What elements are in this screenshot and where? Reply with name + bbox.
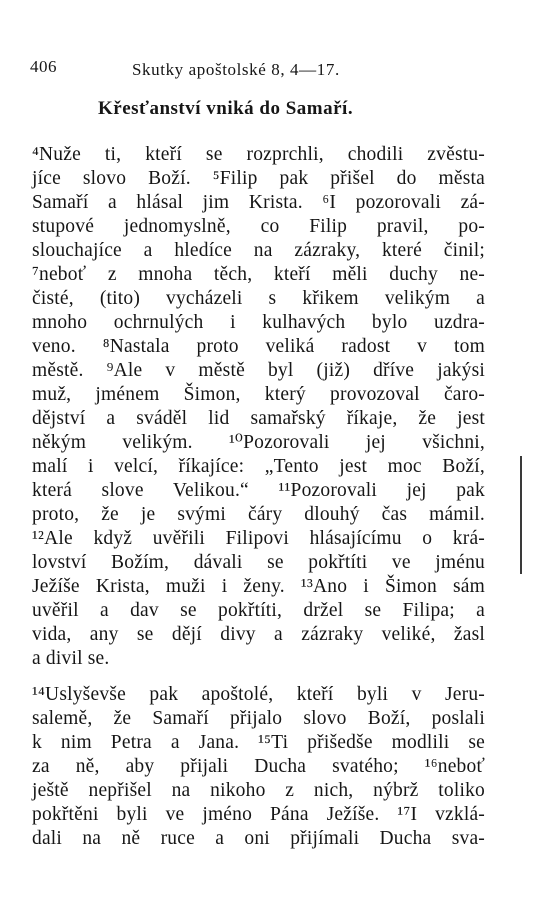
text-line: někým velikým. ¹⁰Pozorovali jej všichni, bbox=[32, 432, 485, 453]
text-line: která slove Velikou.“ ¹¹Pozorovali jej pak bbox=[32, 480, 485, 501]
text-line: dali na ně ruce a oni přijímali Ducha sva- bbox=[32, 828, 485, 849]
text-line: ⁷neboť z mnoha těch, kteří měli duchy ne- bbox=[32, 264, 485, 285]
text-line: stupové jednomyslně, co Filip pravil, po- bbox=[32, 216, 485, 237]
text-line: čisté, (tito) vycházeli s křikem velikým a bbox=[32, 288, 485, 309]
text-line: ¹²Ale když uvěřili Filipovi hlásajícímu o krá- bbox=[32, 528, 485, 549]
text-line: za ně, aby přijali Ducha svatého; ¹⁶neboť bbox=[32, 756, 485, 777]
text-line: k nim Petra a Jana. ¹⁵Ti přišedše modlili se bbox=[32, 732, 485, 753]
text-line: ¹⁴Uslyševše pak apoštolé, kteří byli v Jeru- bbox=[32, 684, 485, 705]
chapter-title: Křesťanství vniká do Samaří. bbox=[98, 98, 354, 119]
text-line: vida, any se dějí divy a zázraky veliké, žasl bbox=[32, 624, 485, 645]
text-line: malí i velcí, říkajíce: „Tento jest moc Boží, bbox=[32, 456, 485, 477]
text-line: uvěřil a dav se pokřtíti, držel se Filipa; a bbox=[32, 600, 485, 621]
running-head: Skutky apoštolské 8, 4—17. bbox=[132, 60, 340, 79]
text-line: slouchajíce a hledíce na zázraky, které činil; bbox=[32, 240, 485, 261]
text-line: Ježíše Krista, muži i ženy. ¹³Ano i Šimon sám bbox=[32, 576, 485, 597]
text-line: pokřtěni byli ve jméno Pána Ježíše. ¹⁷I vzklá- bbox=[32, 804, 485, 825]
text-line: dějství a sváděl lid samařský říkaje, že jest bbox=[32, 408, 485, 429]
text-line: Samaří a hlásal jim Krista. ⁶I pozorovali zá- bbox=[32, 192, 485, 213]
text-line: městě. ⁹Ale v městě byl (již) dříve jakýsi bbox=[32, 360, 485, 381]
text-line: salemě, že Samaří přijalo slovo Boží, poslali bbox=[32, 708, 485, 729]
text-line: mnoho ochrnulých i kulhavých bylo uzdra- bbox=[32, 312, 485, 333]
text-line: ⁴Nuže ti, kteří se rozprchli, chodili zvěstu- bbox=[32, 144, 485, 165]
text-line: a divil se. bbox=[32, 648, 110, 669]
margin-line bbox=[520, 456, 522, 574]
text-line: muž, jménem Šimon, který provozoval čaro- bbox=[32, 384, 485, 405]
text-line: lovství Božím, dávali se pokřtíti ve jménu bbox=[32, 552, 485, 573]
page-number: 406 bbox=[30, 57, 57, 76]
text-line: ještě nepřišel na nikoho z nich, nýbrž toliko bbox=[32, 780, 485, 801]
text-line: proto, že je svými čáry dlouhý čas mámil. bbox=[32, 504, 485, 525]
text-line: veno. ⁸Nastala proto veliká radost v tom bbox=[32, 336, 485, 357]
text-line: jíce slovo Boží. ⁵Filip pak přišel do města bbox=[32, 168, 485, 189]
